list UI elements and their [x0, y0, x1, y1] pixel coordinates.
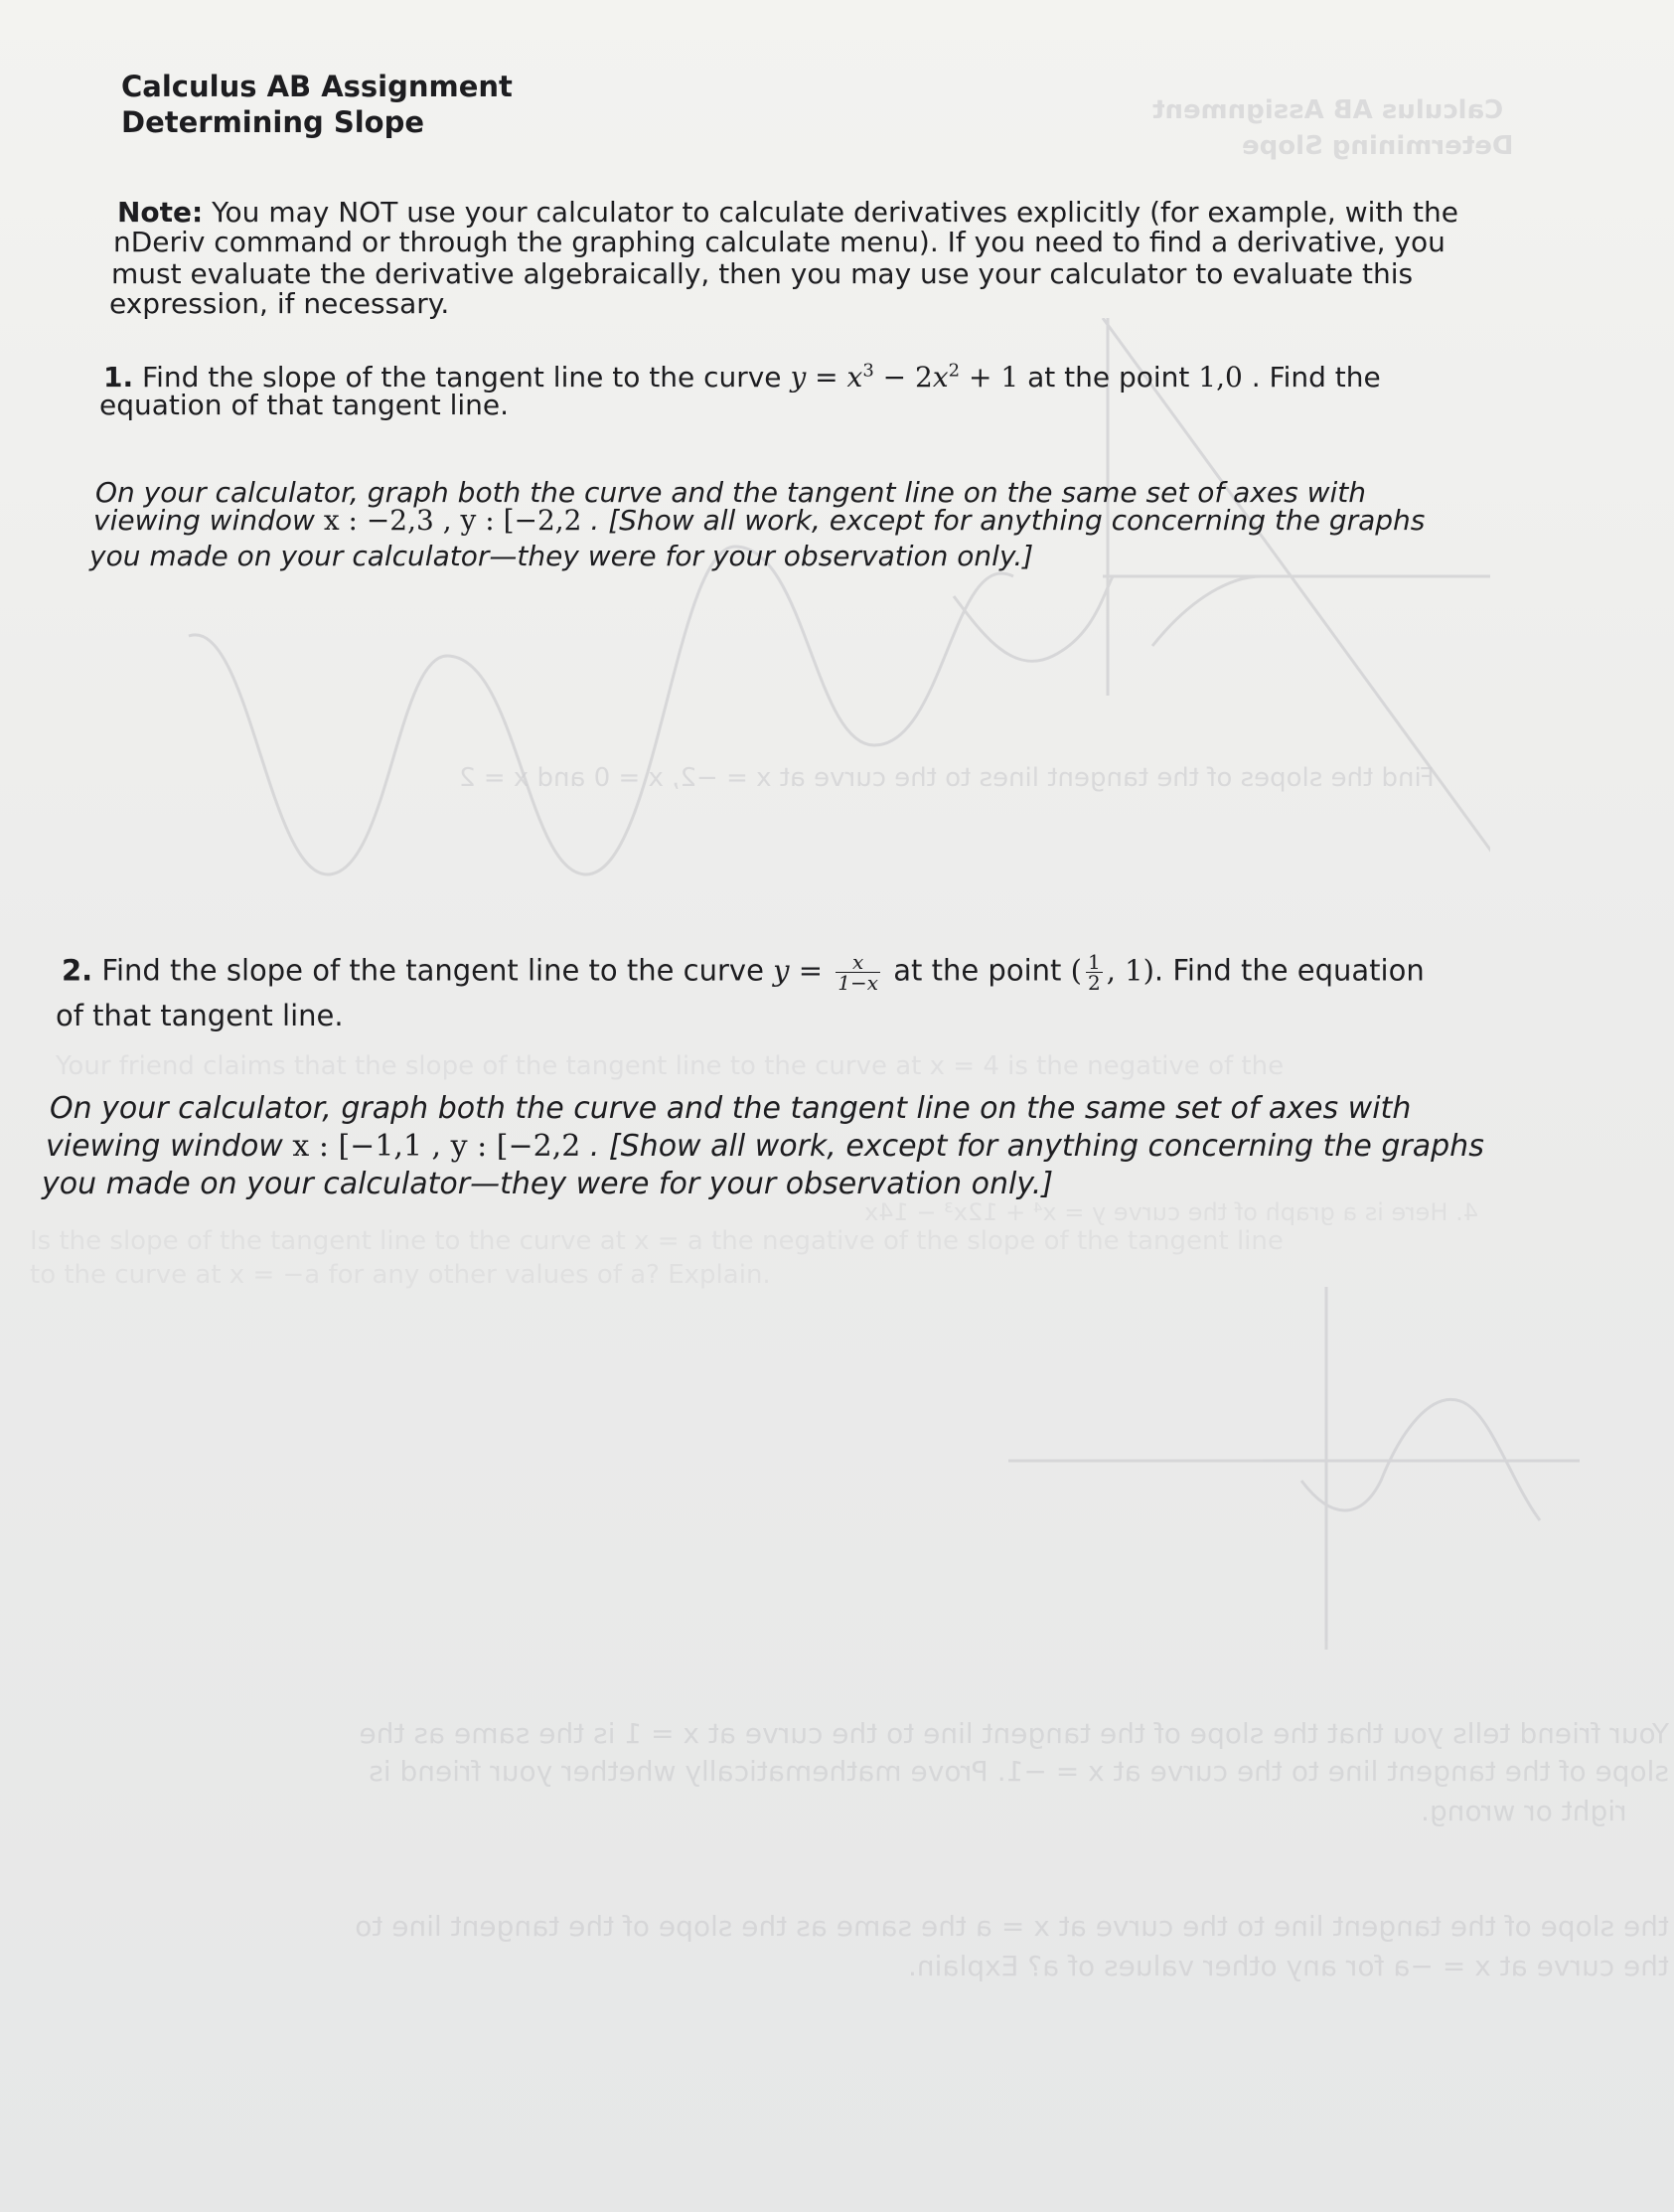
q1-calc-line-1: On your calculator, graph both the curve and the tangent line on the same set of axes with — [95, 476, 1366, 509]
note-line-1 — [117, 197, 1458, 229]
note-line-2: nDeriv command or through the graphing calculate menu). If you need to find a derivative, you — [113, 226, 1446, 258]
show-through-bottom-1: Your friend tells you that the slope of the tangent line to the curve at x = 1 is the same as the — [359, 1717, 1669, 1750]
q2-point-fraction — [1086, 952, 1103, 993]
q2-calc-text-b: . [Show all work, except for anything concerning the graphs — [589, 1129, 1484, 1164]
q1-eq-minus: − 2 — [873, 361, 933, 394]
q2-text-b: at the point — [884, 953, 1071, 988]
show-through-corner-title: Calculus AB Assignment — [1152, 95, 1504, 125]
show-through-friend-line: Your friend claims that the slope of the tangent line to the curve at x = 4 is the negative of the — [56, 1051, 1285, 1081]
q2-calc-text-a: viewing window — [46, 1129, 293, 1164]
q1-eq-plus: + 1 — [960, 361, 1019, 394]
show-through-bottom-2: slope of the tangent line to the curve at x = −1. Prove mathematically whether your friend is — [369, 1755, 1669, 1788]
q1-eq-equals: = — [806, 361, 847, 394]
q2-line-1 — [62, 952, 1425, 993]
q2-text-c: . Find the equation — [1153, 953, 1425, 988]
q1-calc-text-a: viewing window — [93, 504, 324, 537]
q1-text-c: . Find the — [1251, 361, 1381, 394]
show-through-bottom-5: the curve at x = −a for any other values of a? Explain. — [907, 1950, 1669, 1982]
show-through-bottom-3: right or wrong. — [1421, 1795, 1627, 1827]
q2-line-2: of that tangent line. — [56, 999, 344, 1032]
q1-calc-text-b: . [Show all work, except for anything concerning the graphs — [590, 504, 1426, 537]
show-through-find-line: Find the slopes of the tangent lines to the curve at x = −2, x = 0 and x = 2 — [459, 763, 1435, 793]
q2-point-denominator: 2 — [1087, 971, 1101, 995]
q1-text-b: at the point — [1018, 361, 1199, 394]
q2-text-a: Find the slope of the tangent line to the curve — [92, 953, 774, 988]
q2-viewing-window: x : [−1,1 , y : [−2,2 — [292, 1129, 590, 1164]
q1-number: 1. — [103, 361, 134, 394]
show-through-graph-lower — [1003, 1282, 1599, 1669]
q1-calc-line-3: you made on your calculator—they were for your observation only.] — [89, 540, 1034, 572]
q2-frac-numerator: x — [836, 952, 880, 973]
q1-eq-x2: x — [932, 361, 949, 394]
note-line-3: must evaluate the derivative algebraically, then you may use your calculator to evaluate this — [111, 257, 1414, 290]
note-label: Note: — [117, 196, 204, 229]
show-through-bottom-4: the slope of the tangent line to the curve at x = a the same as the slope of the tangent line to — [355, 1910, 1669, 1943]
q1-calc-line-2 — [93, 505, 1425, 537]
assignment-subtitle: Determining Slope — [121, 105, 424, 139]
note-text-1: You may NOT use your calculator to calculate derivatives explicitly (for example, with the — [203, 196, 1458, 229]
q2-calc-line-1: On your calculator, graph both the curve and the tangent line on the same set of axes with — [50, 1091, 1412, 1126]
show-through-neg-line1: Is the slope of the tangent line to the curve at x = a the negative of the slope of the tangent line — [30, 1226, 1284, 1256]
q2-point-numerator: 1 — [1087, 950, 1101, 974]
q2-eq-y: y — [773, 953, 790, 988]
show-through-corner-subtitle: Determining Slope — [1242, 131, 1514, 161]
q1-eq-exp2: 2 — [948, 360, 961, 382]
q1-eq-x: x — [846, 361, 863, 394]
q2-eq-equals: = — [789, 953, 833, 988]
q1-text-a: Find the slope of the tangent line to the curve — [133, 361, 791, 394]
q2-point-rest: , 1) — [1106, 953, 1154, 988]
q2-calc-line-3: you made on your calculator—they were for your observation only.] — [42, 1167, 1054, 1201]
q2-point-open: ( — [1070, 953, 1082, 988]
q2-fraction — [836, 952, 880, 993]
note-line-4: expression, if necessary. — [109, 287, 450, 320]
q2-frac-denominator: 1−x — [837, 971, 879, 995]
q1-line-2: equation of that tangent line. — [99, 389, 510, 421]
q1-point: 1,0 — [1198, 361, 1252, 394]
q1-eq-y: y — [790, 361, 807, 394]
q2-calc-line-2 — [46, 1129, 1484, 1165]
q2-number: 2. — [62, 953, 93, 988]
q1-eq-exp3: 3 — [862, 360, 874, 382]
show-through-graph-line: 4. Here is a graph of the curve y = x⁴ + 12x³ − 14x — [864, 1198, 1478, 1226]
q1-viewing-window: x : −2,3 , y : [−2,2 — [323, 504, 591, 537]
assignment-title: Calculus AB Assignment — [121, 70, 513, 103]
show-through-neg-line2: to the curve at x = −a for any other values of a? Explain. — [30, 1260, 771, 1290]
